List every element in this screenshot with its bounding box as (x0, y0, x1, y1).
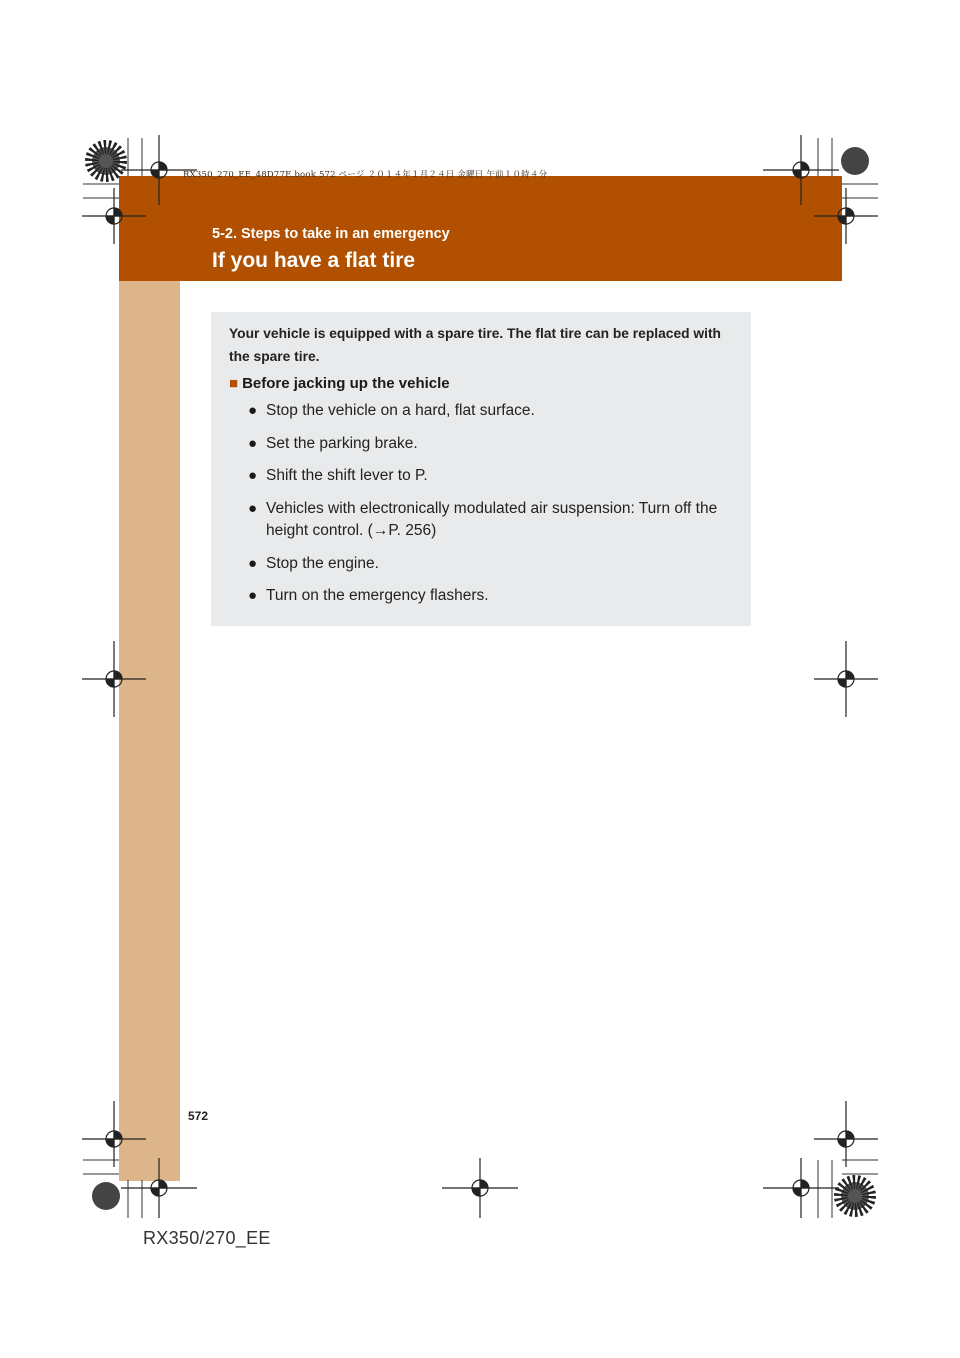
bullet-dot-icon: ● (248, 587, 258, 604)
list-item (248, 498, 728, 543)
list-item-text: Stop the vehicle on a hard, flat surface. (266, 402, 535, 419)
print-slug: RX350_270_EE_48D77E.book 572 ページ ２０１４年１月２４日 金曜日 午前１０時４分 (183, 170, 548, 180)
bullet-dot-icon: ● (248, 402, 258, 419)
list-item (248, 585, 728, 608)
section-label: 5-2. Steps to take in an emergency (212, 226, 450, 242)
bullet-dot-icon: ● (248, 554, 258, 572)
list-item (248, 433, 728, 456)
list-item-text: Set the parking brake. (266, 434, 418, 452)
bullet-dot-icon: ● (248, 467, 258, 484)
list-item-text: Shift the shift lever to P. (266, 467, 428, 484)
list-item-text: Turn on the emergency flashers. (266, 587, 489, 604)
intro-text: Your vehicle is equipped with a spare tire. The flat tire can be replaced with the spare tire. (229, 326, 721, 364)
bullet-dot-icon: ● (248, 434, 258, 452)
list-item (248, 465, 728, 488)
model-code: RX350/270_EE (143, 1228, 271, 1248)
list-item (248, 400, 728, 423)
bullet-list (248, 400, 728, 618)
list-item-text: Stop the engine. (266, 554, 379, 572)
subheading-text: Before jacking up the vehicle (242, 375, 450, 392)
list-item (248, 553, 728, 576)
page-title: If you have a flat tire (212, 249, 416, 272)
square-bullet-icon: ■ (229, 375, 239, 392)
list-item-text: Vehicles with electronically modulated air suspension: Turn off the height control. (→P. 256) (266, 499, 718, 539)
bullet-dot-icon: ● (248, 499, 258, 517)
subheading (229, 375, 450, 392)
page-number: 572 (188, 1109, 209, 1123)
